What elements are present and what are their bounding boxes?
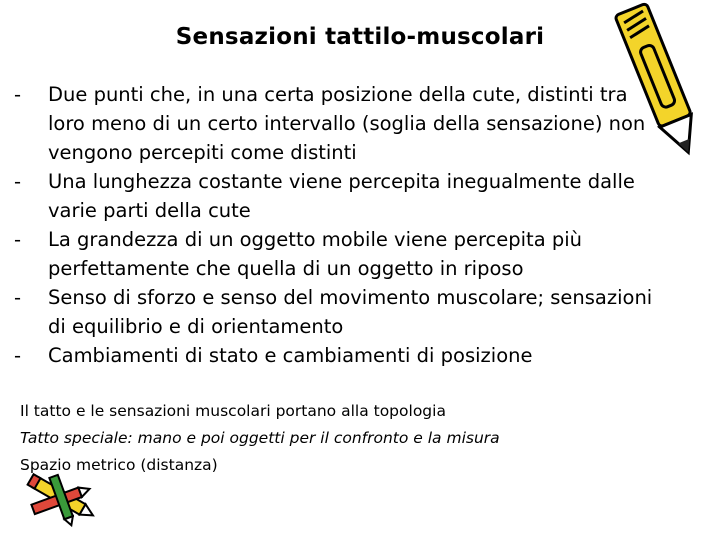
pencil-icon (600, 0, 720, 170)
bullet-text: Cambiamenti di stato e cambiamenti di posizione (48, 344, 533, 367)
bullet-marker: - (14, 286, 22, 309)
note-line: Il tatto e le sensazioni muscolari portano alla topologia (20, 402, 446, 420)
bullet-marker: - (14, 170, 22, 193)
bullet-item (14, 167, 662, 225)
slide-title: Sensazioni tattilo-muscolari (175, 24, 545, 50)
notes-block (20, 398, 620, 479)
bullet-item (14, 283, 662, 341)
bullet-text: Una lunghezza costante viene percepita inegualmente dalle varie parti della cute (48, 170, 635, 222)
bullet-item (14, 341, 662, 370)
bullet-text: Senso di sforzo e senso del movimento muscolare; sensazioni di equilibrio e di orientamento (48, 286, 653, 338)
note-line: Spazio metrico (distanza) (20, 456, 218, 474)
bullet-list (14, 80, 662, 370)
note-line: Tatto speciale: mano e poi oggetti per il confronto e la misura (20, 429, 500, 447)
bullet-marker: - (14, 83, 22, 106)
bullet-item (14, 225, 662, 283)
bullet-text: La grandezza di un oggetto mobile viene percepita più perfettamente che quella di un oggetto in riposo (48, 228, 582, 280)
bullet-marker: - (14, 344, 22, 367)
bullet-marker: - (14, 228, 22, 251)
bullet-text: Due punti che, in una certa posizione della cute, distinti tra loro meno di un certo intervallo (soglia della sensazione) non vengono percepiti come distinti (48, 83, 646, 164)
pencils-icon (20, 470, 104, 532)
bullet-item (14, 80, 662, 167)
